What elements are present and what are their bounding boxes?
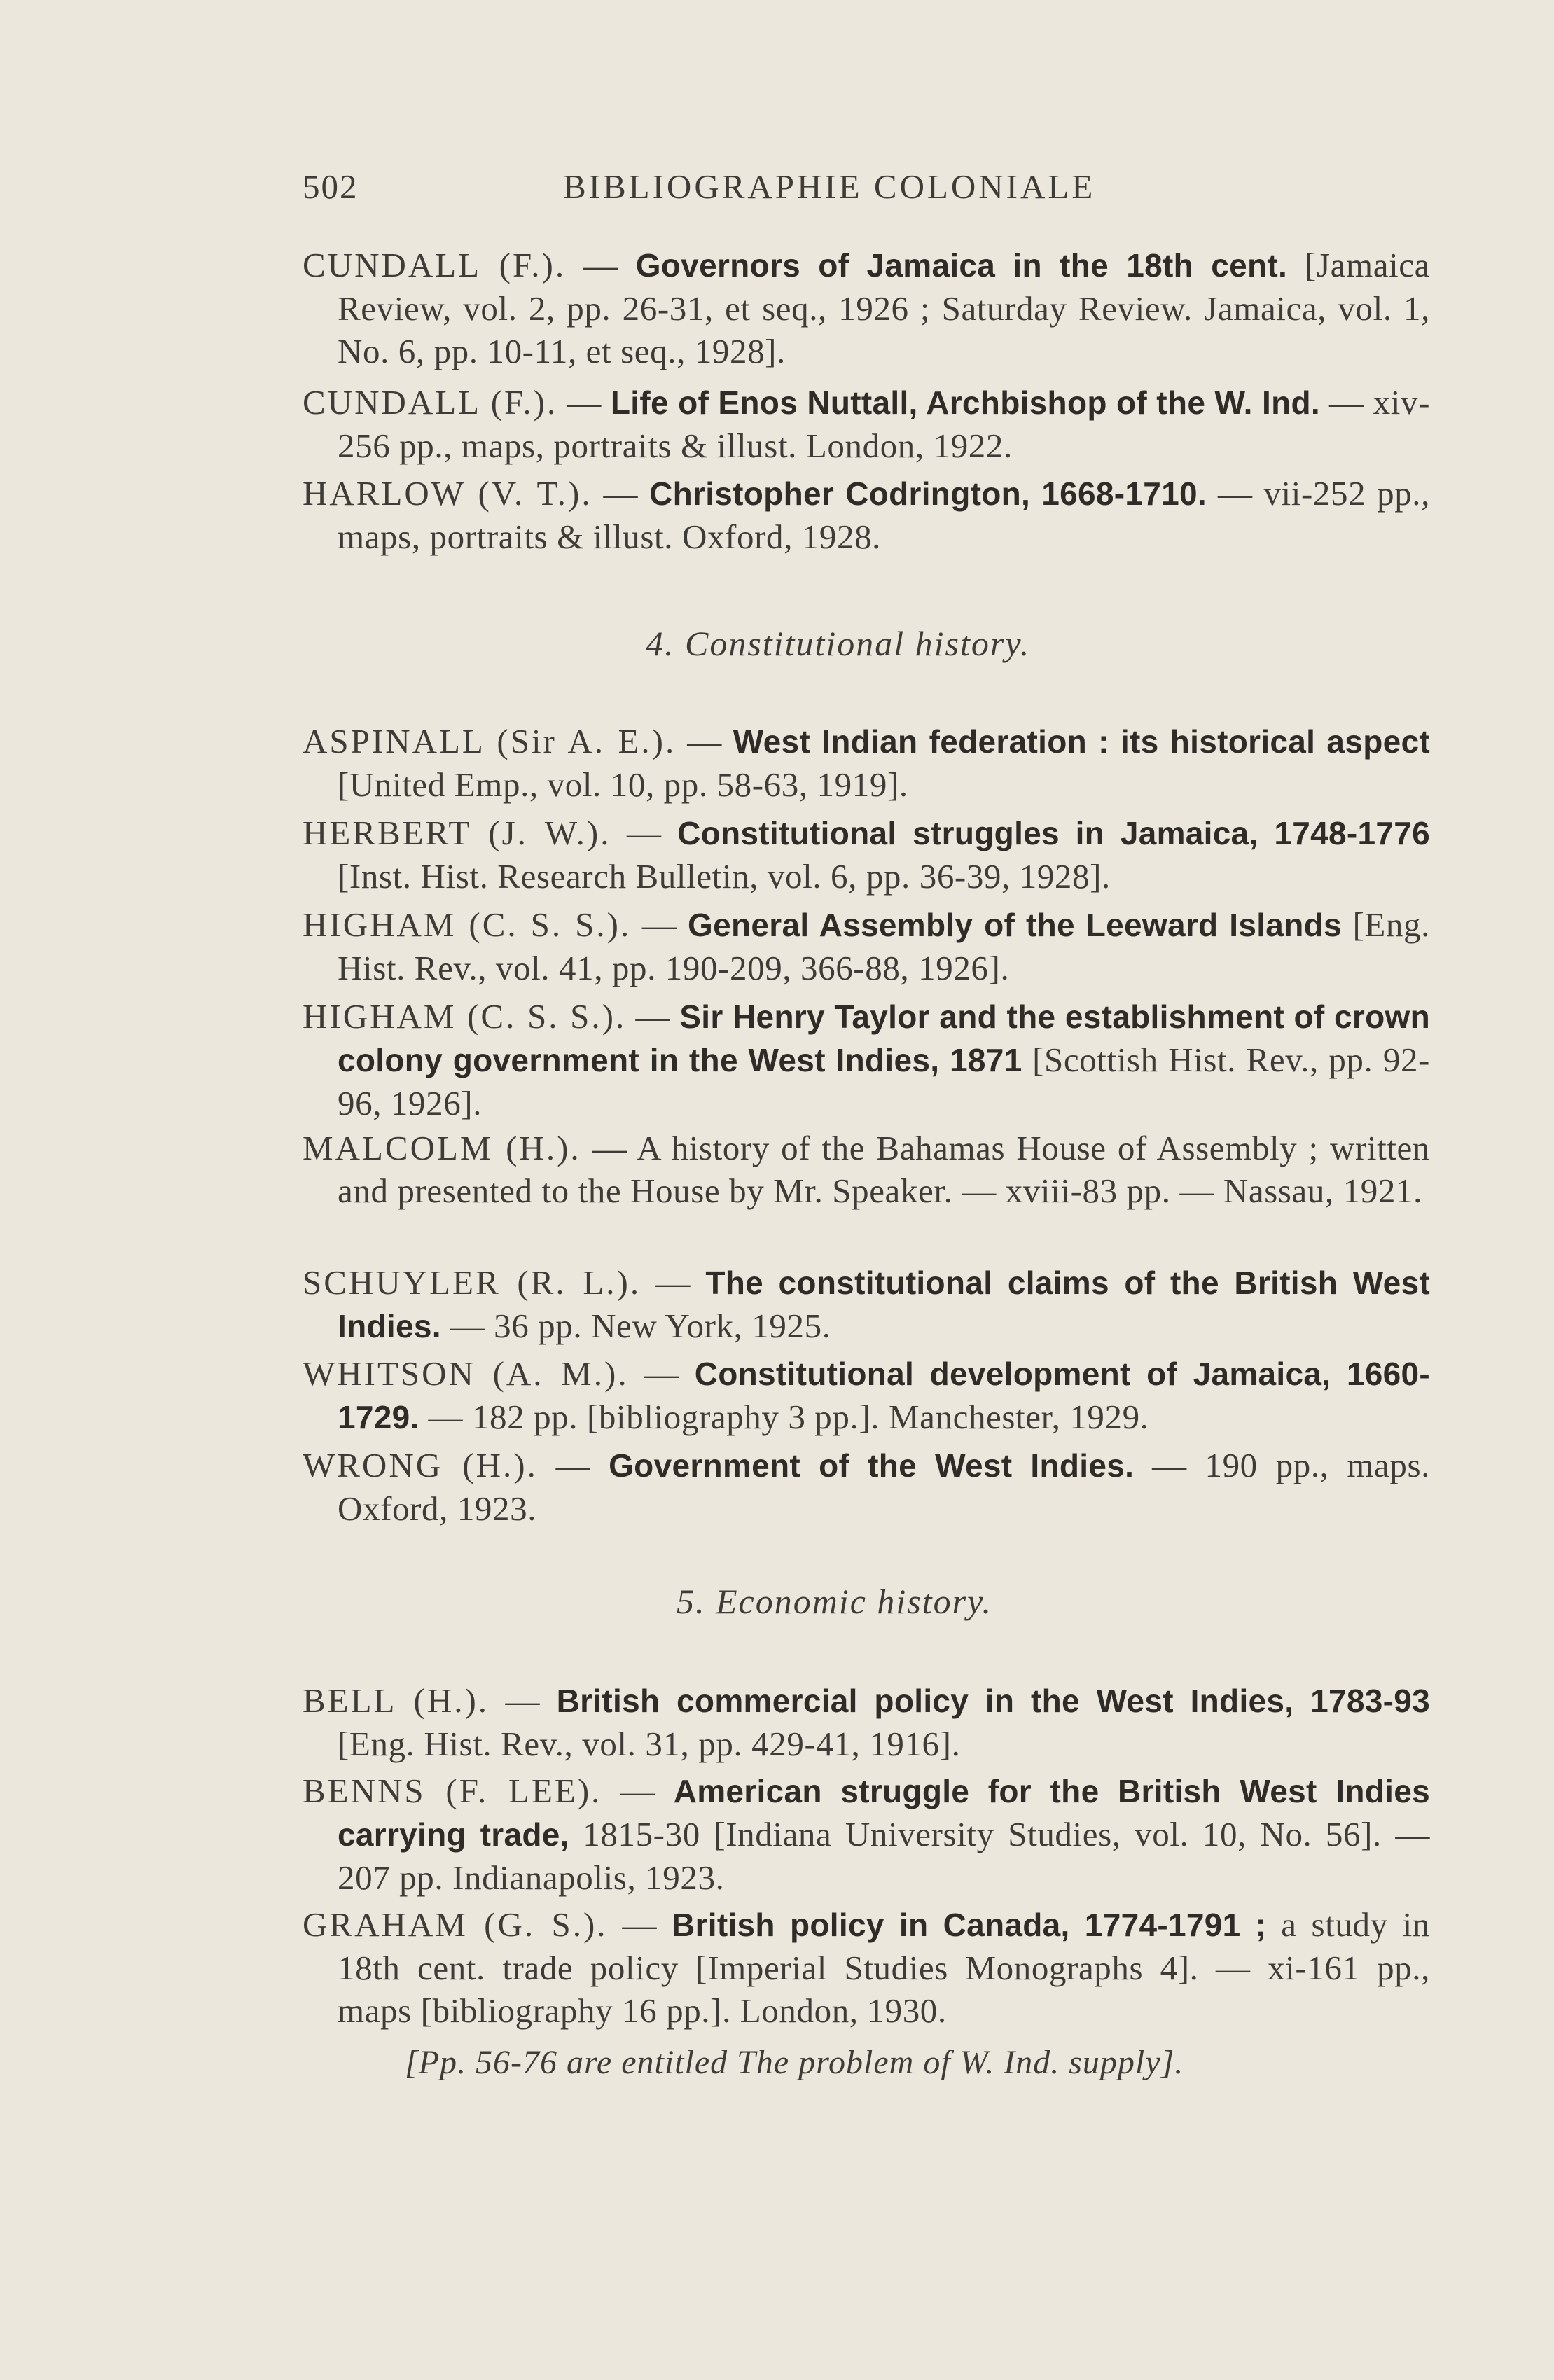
- entry-author: HIGHAM (C. S. S.).: [303, 905, 632, 944]
- entry-author: CUNDALL (F.).: [303, 383, 558, 422]
- entry-title: Constitutional development of Jamaica, 1660-1729.: [338, 1356, 1431, 1435]
- bibliography-entry: GRAHAM (G. S.). — British policy in Canada, 1774-1791 ; a study in 18th cent. trade policy [Imperial Studies Monographs 4]. — xi-161 pp., maps [bibliography 16 pp.]. London, 1930.: [303, 1905, 1430, 2030]
- bibliography-entry: BELL (H.). — British commercial policy in the West Indies, 1783-93 [Eng. Hist. Rev., vol. 31, pp. 429-41, 1916].: [303, 1681, 1430, 1763]
- entry-author: HARLOW (V. T.).: [303, 474, 592, 513]
- entry-details: — xviii-83 pp. — Nassau, 1921.: [962, 1171, 1422, 1210]
- running-title: BIBLIOGRAPHIE COLONIALE: [563, 167, 1096, 206]
- entry-details: a study in 18th cent. trade policy [Imperial Studies Monographs 4]. — xi-161 pp., maps [bibliography 16 pp.]. London, 1930.: [338, 1905, 1430, 2030]
- entry-details: [Eng. Hist. Rev., vol. 41, pp. 190-209, 366-88, 1926].: [338, 905, 1430, 987]
- entry-title: A history of the Bahamas House of Assembly ; written and presented to the House by Mr. Speaker.: [338, 1129, 1430, 1210]
- entry-details: [Jamaica Review, vol. 2, pp. 26-31, et seq., 1926 ; Saturday Review. Jamaica, vol. 1, No. 6, pp. 10-11, et seq., 1928].: [338, 246, 1430, 370]
- entry-author: ASPINALL (Sir A. E.).: [303, 722, 677, 760]
- entry-details: — 182 pp. [bibliography 3 pp.]. Manchester, 1929.: [428, 1398, 1149, 1436]
- entry-title: West Indian federation : its historical aspect: [733, 723, 1430, 760]
- entry-author: CUNDALL (F.).: [303, 246, 567, 284]
- bibliography-entry: HARLOW (V. T.). — Christopher Codrington, 1668-1710. — vii-252 pp., maps, portraits & illust. Oxford, 1928.: [303, 474, 1431, 556]
- entry-author: BENNS (F. LEE).: [303, 1772, 602, 1810]
- entry-author: MALCOLM (H.).: [303, 1129, 581, 1167]
- bibliography-entry: MALCOLM (H.). — A history of the Bahamas House of Assembly ; written and presented to the House by Mr. Speaker. — xviii-83 pp. — Nassau, 1921.: [303, 1129, 1430, 1210]
- entry-author: WRONG (H.).: [303, 1446, 538, 1484]
- entry-author: GRAHAM (G. S.).: [303, 1905, 608, 1944]
- bibliography-entry: HERBERT (J. W.). — Constitutional struggles in Jamaica, 1748-1776 [Inst. Hist. Research Bulletin, vol. 6, pp. 36-39, 1928].: [303, 814, 1430, 896]
- entry-details: — 36 pp. New York, 1925.: [450, 1307, 831, 1345]
- bibliography-entry: WHITSON (A. M.). — Constitutional development of Jamaica, 1660-1729. — 182 pp. [bibliography 3 pp.]. Manchester, 1929.: [303, 1354, 1431, 1436]
- entry-title: The constitutional claims of the British West Indies.: [338, 1265, 1430, 1344]
- entry-title: General Assembly of the Leeward Islands: [688, 907, 1342, 943]
- bibliography-entry: HIGHAM (C. S. S.). — Sir Henry Taylor and the establishment of crown colony government in the West Indies, 1871 [Scottish Hist. Rev., pp. 92-96, 1926].: [303, 997, 1430, 1122]
- section-heading: 5. Economic history.: [677, 1582, 993, 1621]
- entry-title: American struggle for the British West Indies carrying trade,: [338, 1773, 1430, 1853]
- bibliography-entry: WRONG (H.). — Government of the West Indies. — 190 pp., maps. Oxford, 1923.: [303, 1446, 1430, 1528]
- entry-author: HERBERT (J. W.).: [303, 814, 611, 852]
- entry-details: [United Emp., vol. 10, pp. 58-63, 1919].: [338, 765, 908, 804]
- entry-author: BELL (H.).: [303, 1681, 490, 1720]
- entry-details: 1815-30 [Indiana University Studies, vol. 10, No. 56]. — 207 pp. Indianapolis, 1923.: [338, 1815, 1431, 1897]
- entry-details: [Scottish Hist. Rev., pp. 92-96, 1926].: [338, 1041, 1430, 1122]
- entry-details: [Inst. Hist. Research Bulletin, vol. 6, pp. 36-39, 1928].: [338, 857, 1111, 896]
- section-heading: 4. Constitutional history.: [646, 624, 1031, 663]
- bibliography-entry: HIGHAM (C. S. S.). — General Assembly of the Leeward Islands [Eng. Hist. Rev., vol. 41, pp. 190-209, 366-88, 1926].: [303, 905, 1430, 987]
- bibliography-entry: CUNDALL (F.). — Life of Enos Nuttall, Archbishop of the W. Ind. — xiv-256 pp., maps, portraits & illust. London, 1922.: [303, 383, 1431, 465]
- entry-author: WHITSON (A. M.).: [303, 1354, 629, 1393]
- bibliography-entry: SCHUYLER (R. L.). — The constitutional claims of the British West Indies. — 36 pp. New York, 1925.: [303, 1263, 1430, 1345]
- entry-details: — vii-252 pp., maps, portraits & illust. Oxford, 1928.: [338, 474, 1431, 556]
- entry-title: British policy in Canada, 1774-1791 ;: [672, 1907, 1267, 1943]
- entry-title: British commercial policy in the West Indies, 1783-93: [556, 1683, 1430, 1719]
- entry-author: SCHUYLER (R. L.).: [303, 1263, 641, 1302]
- page-number: 502: [303, 167, 359, 206]
- entry-details: [Eng. Hist. Rev., vol. 31, pp. 429-41, 1916].: [338, 1725, 961, 1763]
- bibliography-entry: BENNS (F. LEE). — American struggle for the British West Indies carrying trade, 1815-30 [Indiana University Studies, vol. 10, No. 56]. — 207 pp. Indianapolis, 1923.: [303, 1772, 1431, 1897]
- bibliography-entry: ASPINALL (Sir A. E.). — West Indian federation : its historical aspect [United Emp., vol. 10, pp. 58-63, 1919].: [303, 722, 1430, 804]
- entry-title: Constitutional struggles in Jamaica, 1748-1776: [677, 815, 1430, 851]
- entry-details: — xiv-256 pp., maps, portraits & illust. London, 1922.: [338, 383, 1431, 465]
- entry-title: Sir Henry Taylor and the establishment of crown colony government in the West Indies, 1871: [338, 998, 1430, 1078]
- entry-details: — 190 pp., maps. Oxford, 1923.: [338, 1446, 1430, 1528]
- entry-title: Christopher Codrington, 1668-1710.: [649, 475, 1207, 512]
- bibliography-entry: CUNDALL (F.). — Governors of Jamaica in the 18th cent. [Jamaica Review, vol. 2, pp. 26-31, et seq., 1926 ; Saturday Review. Jamaica, vol. 1, No. 6, pp. 10-11, et seq., 1928].: [303, 246, 1430, 370]
- editorial-note: [Pp. 56-76 are entitled The problem of W. Ind. supply].: [405, 2044, 1184, 2081]
- entry-author: HIGHAM (C. S. S.).: [303, 997, 627, 1036]
- entry-title: Governors of Jamaica in the 18th cent.: [635, 247, 1288, 284]
- entry-title: Government of the West Indies.: [609, 1447, 1135, 1484]
- entry-title: Life of Enos Nuttall, Archbishop of the W. Ind.: [610, 384, 1320, 421]
- page-header: [303, 167, 1143, 216]
